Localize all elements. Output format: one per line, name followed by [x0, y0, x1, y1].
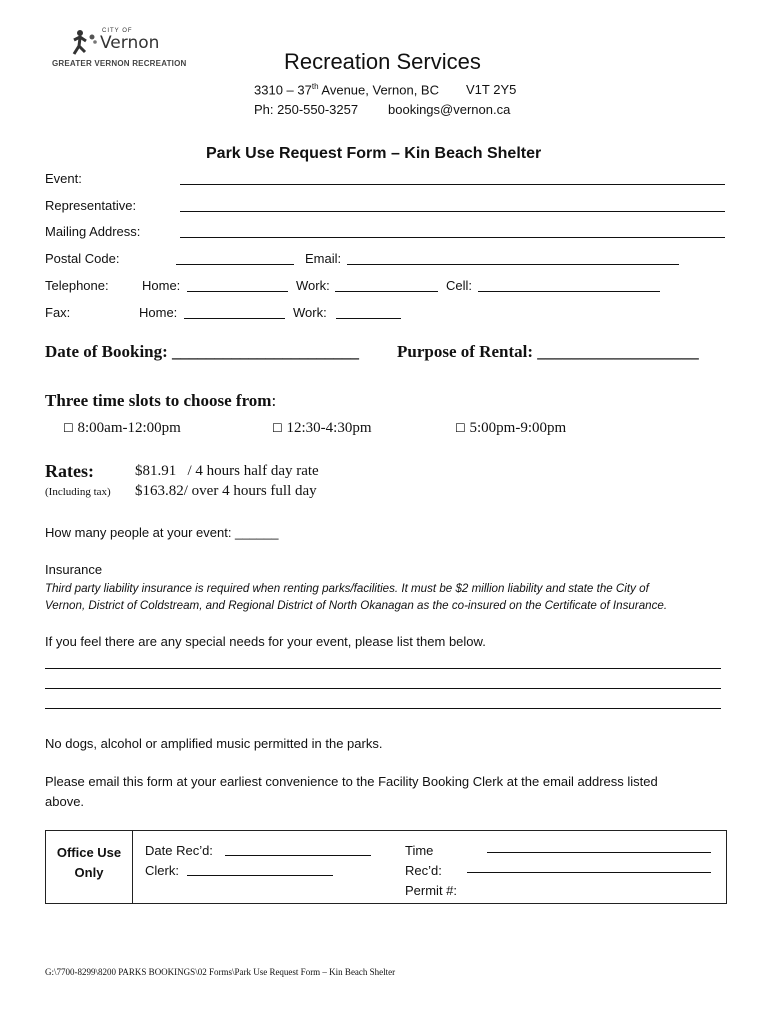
recd-field[interactable] — [467, 872, 711, 873]
permit-label: Permit #: — [405, 883, 458, 898]
logo-city-of: CITY OF — [102, 28, 133, 34]
time-slots-heading-text: Three time slots to choose from — [45, 391, 272, 410]
people-count[interactable]: How many people at your event: ______ — [45, 525, 279, 540]
special-needs-line-1[interactable] — [45, 668, 721, 669]
insurance-text-1: Third party liability insurance is required when renting parks/facilities. It must be $2 million liability and state the City of — [45, 582, 649, 595]
page-title: Recreation Services — [284, 49, 481, 74]
checkbox-icon[interactable]: ☐ — [272, 421, 283, 435]
telephone-label: Telephone: — [45, 278, 109, 293]
representative-field[interactable] — [180, 211, 725, 212]
special-needs-line-3[interactable] — [45, 708, 721, 709]
half-day-rate: $81.91 / 4 hours half day rate — [135, 463, 319, 479]
fax-home-field[interactable] — [184, 318, 285, 319]
logo-vernon: Vernon — [100, 33, 160, 53]
address-suffix: Avenue, Vernon, BC — [318, 82, 439, 98]
instructions-1: Please email this form at your earliest convenience to the Facility Booking Clerk at the email address listed — [45, 774, 658, 789]
fax-work-field[interactable] — [336, 318, 401, 319]
office-use-table — [45, 830, 727, 904]
logo-subtitle: GREATER VERNON RECREATION — [52, 59, 187, 68]
event-label: Event: — [45, 171, 82, 186]
fax-home-label: Home: — [139, 305, 178, 320]
event-field[interactable] — [180, 184, 725, 185]
rates-label: Rates: — [45, 461, 94, 481]
special-needs-line-2[interactable] — [45, 688, 721, 689]
instructions-2: above. — [45, 794, 85, 809]
logo — [52, 28, 192, 70]
time-label: Time — [405, 843, 434, 858]
date-of-booking[interactable]: Date of Booking: ______________________ — [45, 342, 360, 361]
address-sup: th — [311, 82, 319, 91]
date-recd-field[interactable] — [225, 855, 371, 856]
fax-label: Fax: — [45, 305, 71, 320]
full-day-rate: $163.82/ over 4 hours full day — [135, 483, 317, 499]
slot-option-2[interactable] — [272, 420, 372, 437]
slot-label-3: 5:00pm-9:00pm — [469, 420, 567, 436]
representative-label: Representative: — [45, 198, 137, 213]
insurance-heading: Insurance — [45, 562, 103, 577]
office-use-title-2: Only — [74, 865, 104, 880]
mailing-field[interactable] — [180, 237, 725, 238]
special-needs-text: If you feel there are any special needs for your event, please list them below. — [45, 634, 486, 649]
postal-code-field[interactable] — [176, 264, 294, 265]
slot-option-1[interactable] — [63, 420, 181, 437]
office-use-title-1: Office Use — [56, 845, 122, 860]
clerk-field[interactable] — [187, 875, 333, 876]
tel-work-label: Work: — [296, 278, 330, 293]
footer-path: G:\7700-8299\8200 PARKS BOOKINGS\02 Forms\Park Use Request Form – Kin Beach Shelter — [45, 967, 396, 977]
slot-label-1: 8:00am-12:00pm — [77, 420, 181, 436]
time-slots-heading — [45, 391, 276, 411]
time-field[interactable] — [487, 852, 711, 853]
tel-home-label: Home: — [142, 278, 181, 293]
purpose-of-rental[interactable]: Purpose of Rental: ___________________ — [397, 342, 699, 361]
including-tax: (Including tax) — [45, 486, 111, 498]
address-prefix: 3310 – 37 — [254, 82, 312, 98]
fax-work-label: Work: — [293, 305, 327, 320]
office-use-title-cell — [46, 831, 133, 904]
cell-field[interactable] — [478, 291, 660, 292]
tel-home-field[interactable] — [187, 291, 288, 292]
cell-label: Cell: — [446, 278, 473, 293]
postal-code-label: Postal Code: — [45, 251, 120, 266]
form-title: Park Use Request Form – Kin Beach Shelter — [206, 145, 542, 162]
clerk-label: Clerk: — [145, 863, 179, 878]
postal-line: V1T 2Y5 — [466, 82, 517, 97]
date-recd-label: Date Rec’d: — [145, 843, 213, 858]
slot-option-3[interactable] — [455, 420, 566, 437]
office-use-fields-cell — [133, 831, 727, 904]
address-line — [254, 82, 439, 97]
email-line: bookings@vernon.ca — [388, 102, 511, 117]
park-rules: No dogs, alcohol or amplified music permitted in the parks. — [45, 736, 383, 751]
email-label: Email: — [305, 251, 342, 266]
time-slots-heading-colon: : — [271, 391, 277, 410]
slot-label-2: 12:30-4:30pm — [286, 420, 372, 436]
tel-work-field[interactable] — [335, 291, 438, 292]
insurance-text-2: Vernon, District of Coldstream, and Regional District of North Okanagan as the co-insured on the Certificate of Insurance. — [45, 599, 668, 612]
checkbox-icon[interactable]: ☐ — [455, 421, 466, 435]
recd-label: Rec’d: — [405, 863, 442, 878]
mailing-label: Mailing Address: — [45, 224, 141, 239]
checkbox-icon[interactable]: ☐ — [63, 421, 74, 435]
recreation-figure-icon — [70, 28, 100, 56]
email-field[interactable] — [347, 264, 679, 265]
phone-line: Ph: 250-550-3257 — [254, 102, 359, 117]
